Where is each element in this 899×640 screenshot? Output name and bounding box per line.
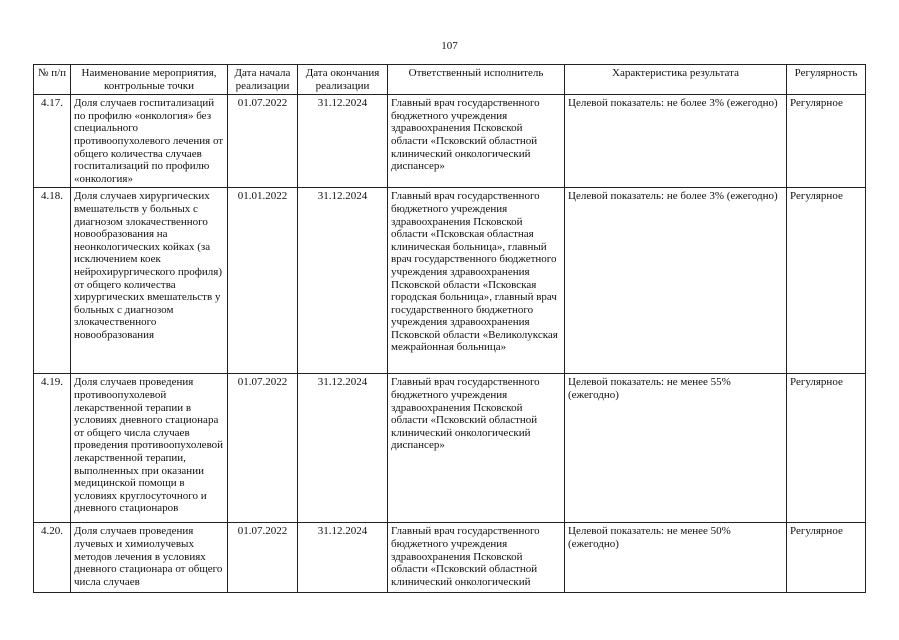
- result-characteristic: Целевой показатель: не менее 50% (ежегодно): [565, 523, 787, 593]
- start-date: 01.07.2022: [228, 95, 298, 188]
- table-row: [34, 523, 866, 593]
- regularity: Регулярное: [787, 95, 866, 188]
- result-characteristic: Целевой показатель: не более 3% (ежегодно): [565, 95, 787, 188]
- end-date: 31.12.2024: [298, 523, 388, 593]
- regularity: Регулярное: [787, 374, 866, 523]
- measure-name: Доля случаев проведения лучевых и химиолучевых методов лечения в условиях дневного стационара от общего числа случаев: [71, 523, 228, 593]
- header-start-date: Дата начала реализации: [228, 65, 298, 95]
- header-responsible: Ответственный исполнитель: [388, 65, 565, 95]
- start-date: 01.01.2022: [228, 188, 298, 374]
- row-number: 4.20.: [34, 523, 71, 593]
- header-name: Наименование мероприятия, контрольные точки: [71, 65, 228, 95]
- start-date: 01.07.2022: [228, 523, 298, 593]
- end-date: 31.12.2024: [298, 374, 388, 523]
- regularity: Регулярное: [787, 188, 866, 374]
- measures-table: [33, 64, 866, 593]
- header-regularity: Регулярность: [787, 65, 866, 95]
- row-number: 4.18.: [34, 188, 71, 374]
- header-end-date: Дата окончания реализации: [298, 65, 388, 95]
- measure-name: Доля случаев хирургических вмешательств у больных с диагнозом злокачественного новообразования на неонкологических койках (за исключением коек нейрохирургического профиля) от общего количества хирургических вмешательств у больных с диагнозом злокачественного новообразования: [71, 188, 228, 374]
- table-row: [34, 188, 866, 374]
- table-row: [34, 374, 866, 523]
- regularity: Регулярное: [787, 523, 866, 593]
- measure-name: Доля случаев проведения противоопухолевой лекарственной терапии в условиях дневного стационара от общего числа случаев проведения противоопухолевой лекарственной терапии, выполненных при оказании медицинской помощи в условиях круглосуточного и дневного стационаров: [71, 374, 228, 523]
- table-header-row: [34, 65, 866, 95]
- table-row: [34, 95, 866, 188]
- header-num: № п/п: [34, 65, 71, 95]
- row-number: 4.17.: [34, 95, 71, 188]
- result-characteristic: Целевой показатель: не более 3% (ежегодно): [565, 188, 787, 374]
- end-date: 31.12.2024: [298, 95, 388, 188]
- result-characteristic: Целевой показатель: не менее 55% (ежегодно): [565, 374, 787, 523]
- responsible-executor: Главный врач государственного бюджетного учреждения здравоохранения Псковской области «Псковский областной клинический онкологический диспансер»: [388, 374, 565, 523]
- responsible-executor: Главный врач государственного бюджетного учреждения здравоохранения Псковской области «Псковская областная клиническая больница», главный врач государственного бюджетного учреждения здравоохранения Псковской области «Псковская городская больница», главный врач государственного бюджетного учреждения здравоохранения Псковской области «Великолукская межрайонная больница»: [388, 188, 565, 374]
- measure-name: Доля случаев госпитализаций по профилю «онкология» без специального противоопухолевого лечения от общего количества случаев госпитализаций по профилю «онкология»: [71, 95, 228, 188]
- row-number: 4.19.: [34, 374, 71, 523]
- start-date: 01.07.2022: [228, 374, 298, 523]
- header-result: Характеристика результата: [565, 65, 787, 95]
- responsible-executor: Главный врач государственного бюджетного учреждения здравоохранения Псковской области «Псковский областной клинический онкологический: [388, 523, 565, 593]
- page-number: 107: [441, 40, 458, 52]
- end-date: 31.12.2024: [298, 188, 388, 374]
- responsible-executor: Главный врач государственного бюджетного учреждения здравоохранения Псковской области «Псковский областной клинический онкологический диспансер»: [388, 95, 565, 188]
